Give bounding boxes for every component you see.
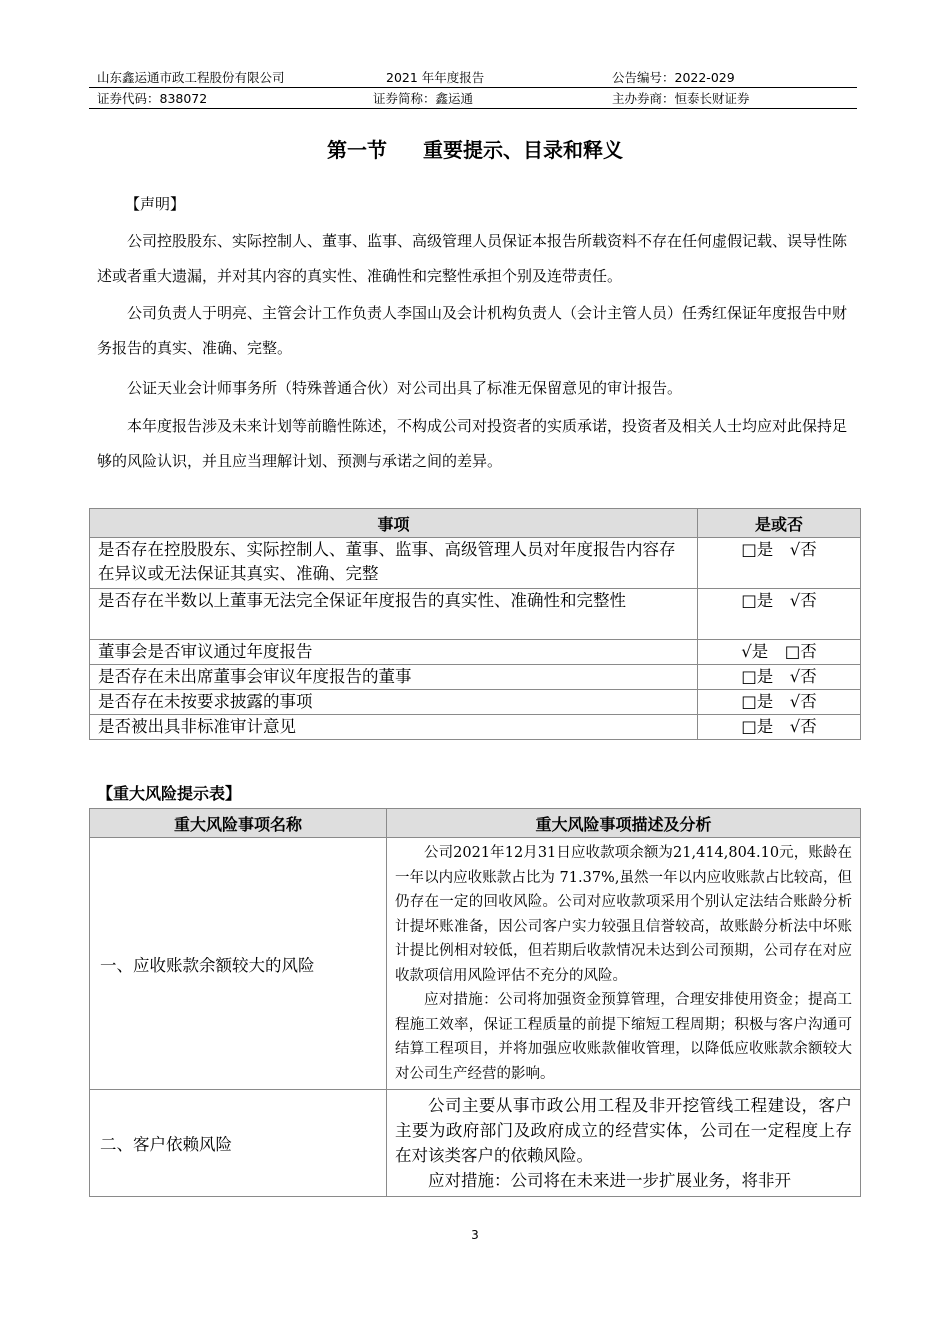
confirm-header-item: 事项: [90, 509, 698, 538]
statement-heading: 【声明】: [125, 195, 186, 213]
risk-paragraph: 应对措施：公司将加强资金预算管理，合理安排使用资金；提高工程施工效率，保证工程质量的前提下缩短工程周期；积极与客户沟通可结算工程项目，并将加强应收账款催收管理，以降低应收账款余额较大对公司生产经营的影响。: [395, 992, 852, 1082]
statement-paragraph-1: 公司控股股东、实际控制人、董事、监事、高级管理人员保证本报告所载资料不存在任何虚假记载、误导性陈述或者重大遗漏，并对其内容的真实性、准确性和完整性承担个别及连带责任。: [97, 232, 848, 285]
table-row: [90, 690, 861, 715]
confirm-item: 董事会是否审议通过年度报告: [90, 640, 698, 665]
table-row: [90, 1090, 861, 1197]
section-title: [0, 136, 950, 164]
header-stock-code: 证券代码：838072: [97, 91, 208, 106]
statement-paragraph-2: 公司负责人于明亮、主管会计工作负责人李国山及会计机构负责人（会计主管人员）任秀红保证年度报告中财务报告的真实、准确、完整。: [97, 304, 848, 357]
confirm-item: 是否存在未按要求披露的事项: [90, 690, 698, 715]
header-sponsor: 主办券商：恒泰长财证券: [612, 91, 750, 106]
confirm-answer: □是 √否: [698, 690, 861, 715]
table-row: [90, 589, 861, 640]
section-number: 第一节: [327, 138, 387, 162]
confirm-answer: □是 √否: [698, 665, 861, 690]
confirm-item: 是否存在控股股东、实际控制人、董事、监事、高级管理人员对年度报告内容存在异议或无法保证其真实、准确、完整: [90, 538, 698, 589]
statement-paragraph-4: 本年度报告涉及未来计划等前瞻性陈述，不构成公司对投资者的实质承诺，投资者及相关人士均应对此保持足够的风险认识，并且应当理解计划、预测与承诺之间的差异。: [97, 417, 848, 470]
header-stock-abbr: 证券简称：鑫运通: [373, 91, 474, 106]
page-number: 3: [471, 1228, 479, 1242]
section-name: 重要提示、目录和释义: [423, 138, 623, 162]
risk-paragraph: 应对措施：公司将在未来进一步扩展业务，将非开: [428, 1171, 791, 1190]
risk-name: 二、客户依赖风险: [90, 1090, 387, 1197]
risk-table-title: 【重大风险提示表】: [97, 784, 242, 803]
confirm-table-header: [90, 509, 861, 538]
risk-table-header: [90, 809, 861, 838]
risk-description: [387, 838, 861, 1090]
risk-paragraph: 公司2021年12月31日应收款项余额为21,414,804.10元，账龄在一年以内应收账款占比为 71.37%,虽然一年以内应收账款占比较高，但仍存在一定的回收风险。公司对应收款项采用个别认定法结合账龄分析计提坏账准备，因公司客户实力较强且信誉较高，故账龄分析法中坏账计提比例相对较低，但若期后收款情况未达到公司预期，公司存在对应收款项信用风险评估不充分的风险。: [395, 845, 852, 984]
risk-header-desc: 重大风险事项描述及分析: [387, 809, 861, 838]
header-announcement-no: 公告编号：2022-029: [612, 70, 735, 85]
header-company: 山东鑫运通市政工程股份有限公司: [97, 70, 285, 85]
header-divider-top: [89, 87, 857, 88]
confirm-table: [89, 508, 861, 740]
confirm-item: 是否存在半数以上董事无法完全保证年度报告的真实性、准确性和完整性: [90, 589, 698, 640]
table-row: [90, 640, 861, 665]
header-divider-bottom: [89, 108, 857, 109]
risk-table: [89, 808, 861, 1197]
table-row: [90, 665, 861, 690]
table-row: [90, 715, 861, 740]
risk-paragraph: 公司主要从事市政公用工程及非开挖管线工程建设，客户主要为政府部门及政府成立的经营实体，公司在一定程度上存在对该类客户的依赖风险。: [395, 1096, 852, 1165]
confirm-header-answer: 是或否: [698, 509, 861, 538]
confirm-answer: □是 √否: [698, 589, 861, 640]
confirm-answer: √是 □否: [698, 640, 861, 665]
risk-name: 一、应收账款余额较大的风险: [90, 838, 387, 1090]
confirm-answer: □是 √否: [698, 538, 861, 589]
confirm-item: 是否存在未出席董事会审议年度报告的董事: [90, 665, 698, 690]
confirm-answer: □是 √否: [698, 715, 861, 740]
table-row: [90, 838, 861, 1090]
risk-description: [387, 1090, 861, 1197]
header-report: 2021 年年度报告: [386, 70, 485, 85]
statement-paragraph-3: 公证天业会计师事务所（特殊普通合伙）对公司出具了标准无保留意见的审计报告。: [127, 379, 683, 397]
risk-header-name: 重大风险事项名称: [90, 809, 387, 838]
table-row: [90, 538, 861, 589]
confirm-item: 是否被出具非标准审计意见: [90, 715, 698, 740]
